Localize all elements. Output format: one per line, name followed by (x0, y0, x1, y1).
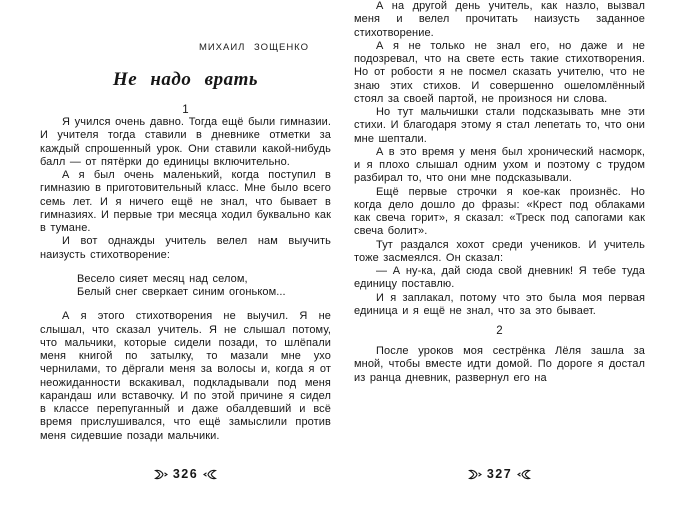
section-number-1: 1 (182, 104, 189, 116)
page-footer-left (40, 467, 331, 481)
running-header-author: МИХАИЛ ЗОЩЕНКО (198, 42, 309, 53)
leaf-ornament-left-icon (468, 469, 482, 480)
page-number: 327 (486, 467, 513, 481)
section-number-2: 2 (496, 325, 503, 337)
verse-line: Весело сияет месяц над селом, (77, 272, 248, 285)
paragraph: А на другой день учитель, как назло, вызвал меня и велел прочитать наизусть заданное стихотворение. (354, 0, 645, 39)
paragraph: Я учился очень давно. Тогда ещё были гимназии. И учителя тогда ставили в дневнике отметки за каждый спрошенный урок. Они ставили какой-нибудь балл — от пятёрки до единицы включительно. (40, 116, 331, 168)
paragraph: А я не только не знал его, но даже и не подозревал, что на свете есть такие стихотворения. Но от робости я не посмел сказать учителю, что не знаю этих стихов. И совершенно ошеломлённый стоял за своей партой, не произнося ни слова. (354, 39, 645, 105)
page-right (354, 0, 645, 523)
paragraph: Ещё первые строчки я кое-как произнёс. Но когда дело дошло до фразы: «Крест под облаками как свеча горит», я сказал: «Треск под сапогами как свеча болит». (354, 185, 645, 238)
leaf-ornament-right-icon (517, 469, 531, 480)
paragraph: А в это время у меня был хронический насморк, и я плохо слышал одним ухом и поэтому с трудом разбирал то, что они мне подсказывали. (354, 145, 645, 185)
verse-block (77, 273, 331, 300)
leaf-ornament-right-icon (203, 469, 217, 480)
page-footer-right (354, 467, 645, 481)
verse-line: Белый снег сверкает синим огоньком... (77, 286, 286, 298)
dialogue-line: — А ну-ка, дай сюда свой дневник! Я тебе туда единицу поставлю. (354, 265, 645, 291)
leaf-ornament-left-icon (154, 469, 168, 480)
paragraph: Но тут мальчишки стали подсказывать мне эти стихи. И благодаря этому я стал лепетать то, что они мне шептали. (354, 106, 645, 145)
paragraph: После уроков моя сестрёнка Лёля зашла за мной, чтобы вместе идти домой. По дороге я достал из ранца дневник, развернул его на (354, 345, 645, 384)
paragraph: И вот однажды учитель велел нам выучить наизусть стихотворение: (40, 235, 331, 261)
page-left (40, 0, 331, 523)
story-title: Не надо врать (112, 69, 259, 90)
paragraph: А я этого стихотворения не выучил. Я не слышал, что сказал учитель. Я не слышал потому, что мальчики, которые сидели позади, то шлёпали меня книгой по затылку, то мазали мне ухо чернилами, то дёргали меня за волосы и, когда я от неожиданности вскакивал, подкладывали под меня карандаш или вставочку. И по этой причине я сидел в классе перепуганный и даже обалдевший и всё время прислушивался, что ещё замыслили против меня сидевшие позади мальчики. (40, 310, 331, 442)
paragraph: И я заплакал, потому что это была моя первая единица и я ещё не знал, что за это бывает. (354, 291, 645, 317)
paragraph: Тут раздался хохот среди учеников. И учитель тоже засмеялся. Он сказал: (354, 238, 645, 264)
page-number: 326 (172, 467, 199, 481)
paragraph: А я был очень маленький, когда поступил в гимназию в приготовительный класс. Мне было всего семь лет. И я ничего ещё не знал, что бывает в гимназиях. И первые три месяца ходил буквально как в тумане. (40, 169, 331, 234)
